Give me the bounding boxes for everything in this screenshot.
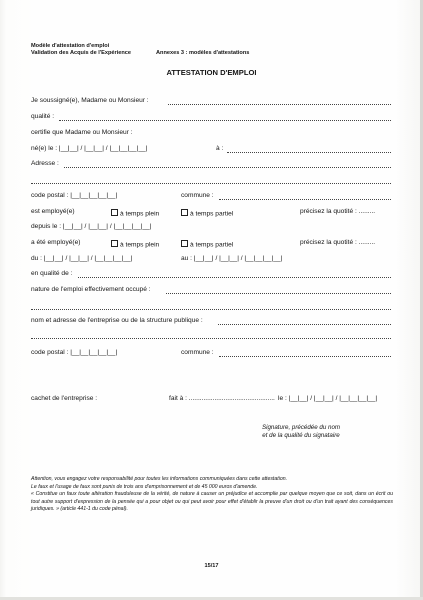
adresse-label: Adresse : bbox=[31, 160, 59, 167]
qualite-de-label: en qualité de : bbox=[31, 270, 73, 277]
temps-partiel-text: à temps partiel bbox=[190, 210, 234, 218]
commune-field[interactable] bbox=[219, 199, 391, 200]
qualite-label: qualité : bbox=[31, 113, 55, 120]
header-model-title: Modèle d'attestation d'emploi bbox=[31, 43, 110, 49]
temps-partiel-text-2: à temps partiel bbox=[190, 241, 234, 249]
legal-notice-article: « Constitue un faux toute altération frauduleuse de la vérité, de nature à causer un préjudice et accomplie par quelque moyen que ce soit, dans un écrit ou tout autre support d'expression de la pensée qui a pour objet ou qui peut avoir pour effet d'établir la preuve d'un droit ou d'un trait ayant des conséquences juridiques. » (article 441-1 du code pénal). bbox=[31, 491, 393, 513]
temps-plein-checkbox[interactable] bbox=[111, 209, 118, 216]
legal-notice bbox=[31, 476, 393, 514]
code-postal-field[interactable]: code postal : |__|__|__|__|__| bbox=[31, 192, 118, 199]
du-date-field[interactable]: du : |__|__| / |__|__| / |__|__|__|__| bbox=[31, 255, 133, 262]
temps-partiel-checkbox[interactable] bbox=[181, 209, 188, 216]
temps-plein-checkbox-2[interactable] bbox=[111, 240, 118, 247]
code-postal-field-2[interactable]: code postal : |__|__|__|__|__| bbox=[31, 349, 118, 356]
temps-plein-option-2[interactable] bbox=[111, 240, 159, 249]
adresse-field-line-2[interactable] bbox=[31, 183, 391, 184]
au-date-field[interactable]: au : |__|__| / |__|__| / |__|__|__|__| bbox=[181, 255, 283, 262]
nature-emploi-field-line-1[interactable] bbox=[166, 293, 391, 294]
signature-line-1: Signature, précédée du nom bbox=[261, 424, 341, 431]
depuis-date-field[interactable]: depuis le : |__|__| / |__|__| / |__|__|__|__| bbox=[31, 223, 152, 230]
temps-partiel-option-2[interactable] bbox=[181, 240, 233, 249]
temps-partiel-option[interactable] bbox=[181, 209, 233, 218]
entreprise-field-line-2[interactable] bbox=[31, 338, 391, 339]
qualite-field[interactable] bbox=[59, 120, 391, 121]
signature-line-2: et de la qualité du signataire bbox=[262, 431, 340, 439]
entreprise-field-line-1[interactable] bbox=[218, 324, 391, 325]
entreprise-label: nom et adresse de l'entreprise ou de la structure publique : bbox=[31, 317, 203, 324]
commune-label-2: commune : bbox=[181, 349, 214, 356]
commune-label: commune : bbox=[181, 192, 214, 199]
soussigne-label: Je soussigné(e), Madame ou Monsieur : bbox=[31, 97, 149, 104]
adresse-field-line-1[interactable] bbox=[64, 167, 391, 168]
header-annex: Annexes 3 : modèles d'attestations bbox=[156, 50, 250, 56]
temps-plein-text-2: à temps plein bbox=[120, 241, 160, 249]
cachet-label: cachet de l'entreprise : bbox=[31, 395, 98, 402]
legal-notice-penalty: Le faux et l'usage de faux sont punis de trois ans d'emprisonnement et de 45 000 euros d'amende. bbox=[31, 483, 258, 490]
certifie-label: certifie que Madame ou Monsieur : bbox=[31, 129, 133, 136]
qualite-de-field[interactable] bbox=[78, 277, 391, 278]
signature-block[interactable] bbox=[226, 424, 376, 440]
soussigne-field[interactable] bbox=[168, 104, 391, 105]
fait-a-field[interactable]: fait à : ............................................... bbox=[169, 395, 275, 402]
temps-partiel-checkbox-2[interactable] bbox=[181, 240, 188, 247]
commune-field-2[interactable] bbox=[219, 356, 391, 357]
page-number: 15/17 bbox=[204, 563, 219, 569]
legal-notice-warning: Attention, vous engagez votre responsabilité pour toutes les informations communiquées dans cette attestation. bbox=[31, 476, 288, 482]
quotite-field[interactable]: précisez la quotité : ......... bbox=[300, 208, 376, 215]
signature-date-field[interactable]: le : |__|__| / |__|__| / |__|__|__|__| bbox=[278, 395, 378, 402]
nature-emploi-label: nature de l'emploi effectivement occupé : bbox=[31, 286, 151, 293]
a-ete-employe-label: a été employé(e) bbox=[31, 239, 81, 246]
naissance-date-field[interactable]: né(e) le : |__|__| / |__|__| / |__|__|__|__| bbox=[31, 145, 148, 152]
naissance-lieu-field[interactable] bbox=[227, 152, 391, 153]
employe-label: est employé(e) bbox=[31, 208, 75, 215]
naissance-lieu-label: à : bbox=[216, 145, 224, 152]
header-vae: Validation des Acquis de l'Expérience bbox=[31, 50, 131, 56]
temps-plein-text: à temps plein bbox=[120, 210, 160, 218]
document-title: ATTESTATION D'EMPLOI bbox=[166, 68, 257, 77]
nature-emploi-field-line-2[interactable] bbox=[31, 309, 391, 310]
temps-plein-option[interactable] bbox=[111, 209, 159, 218]
quotite-field-2[interactable]: précisez la quotité : ......... bbox=[300, 239, 376, 246]
